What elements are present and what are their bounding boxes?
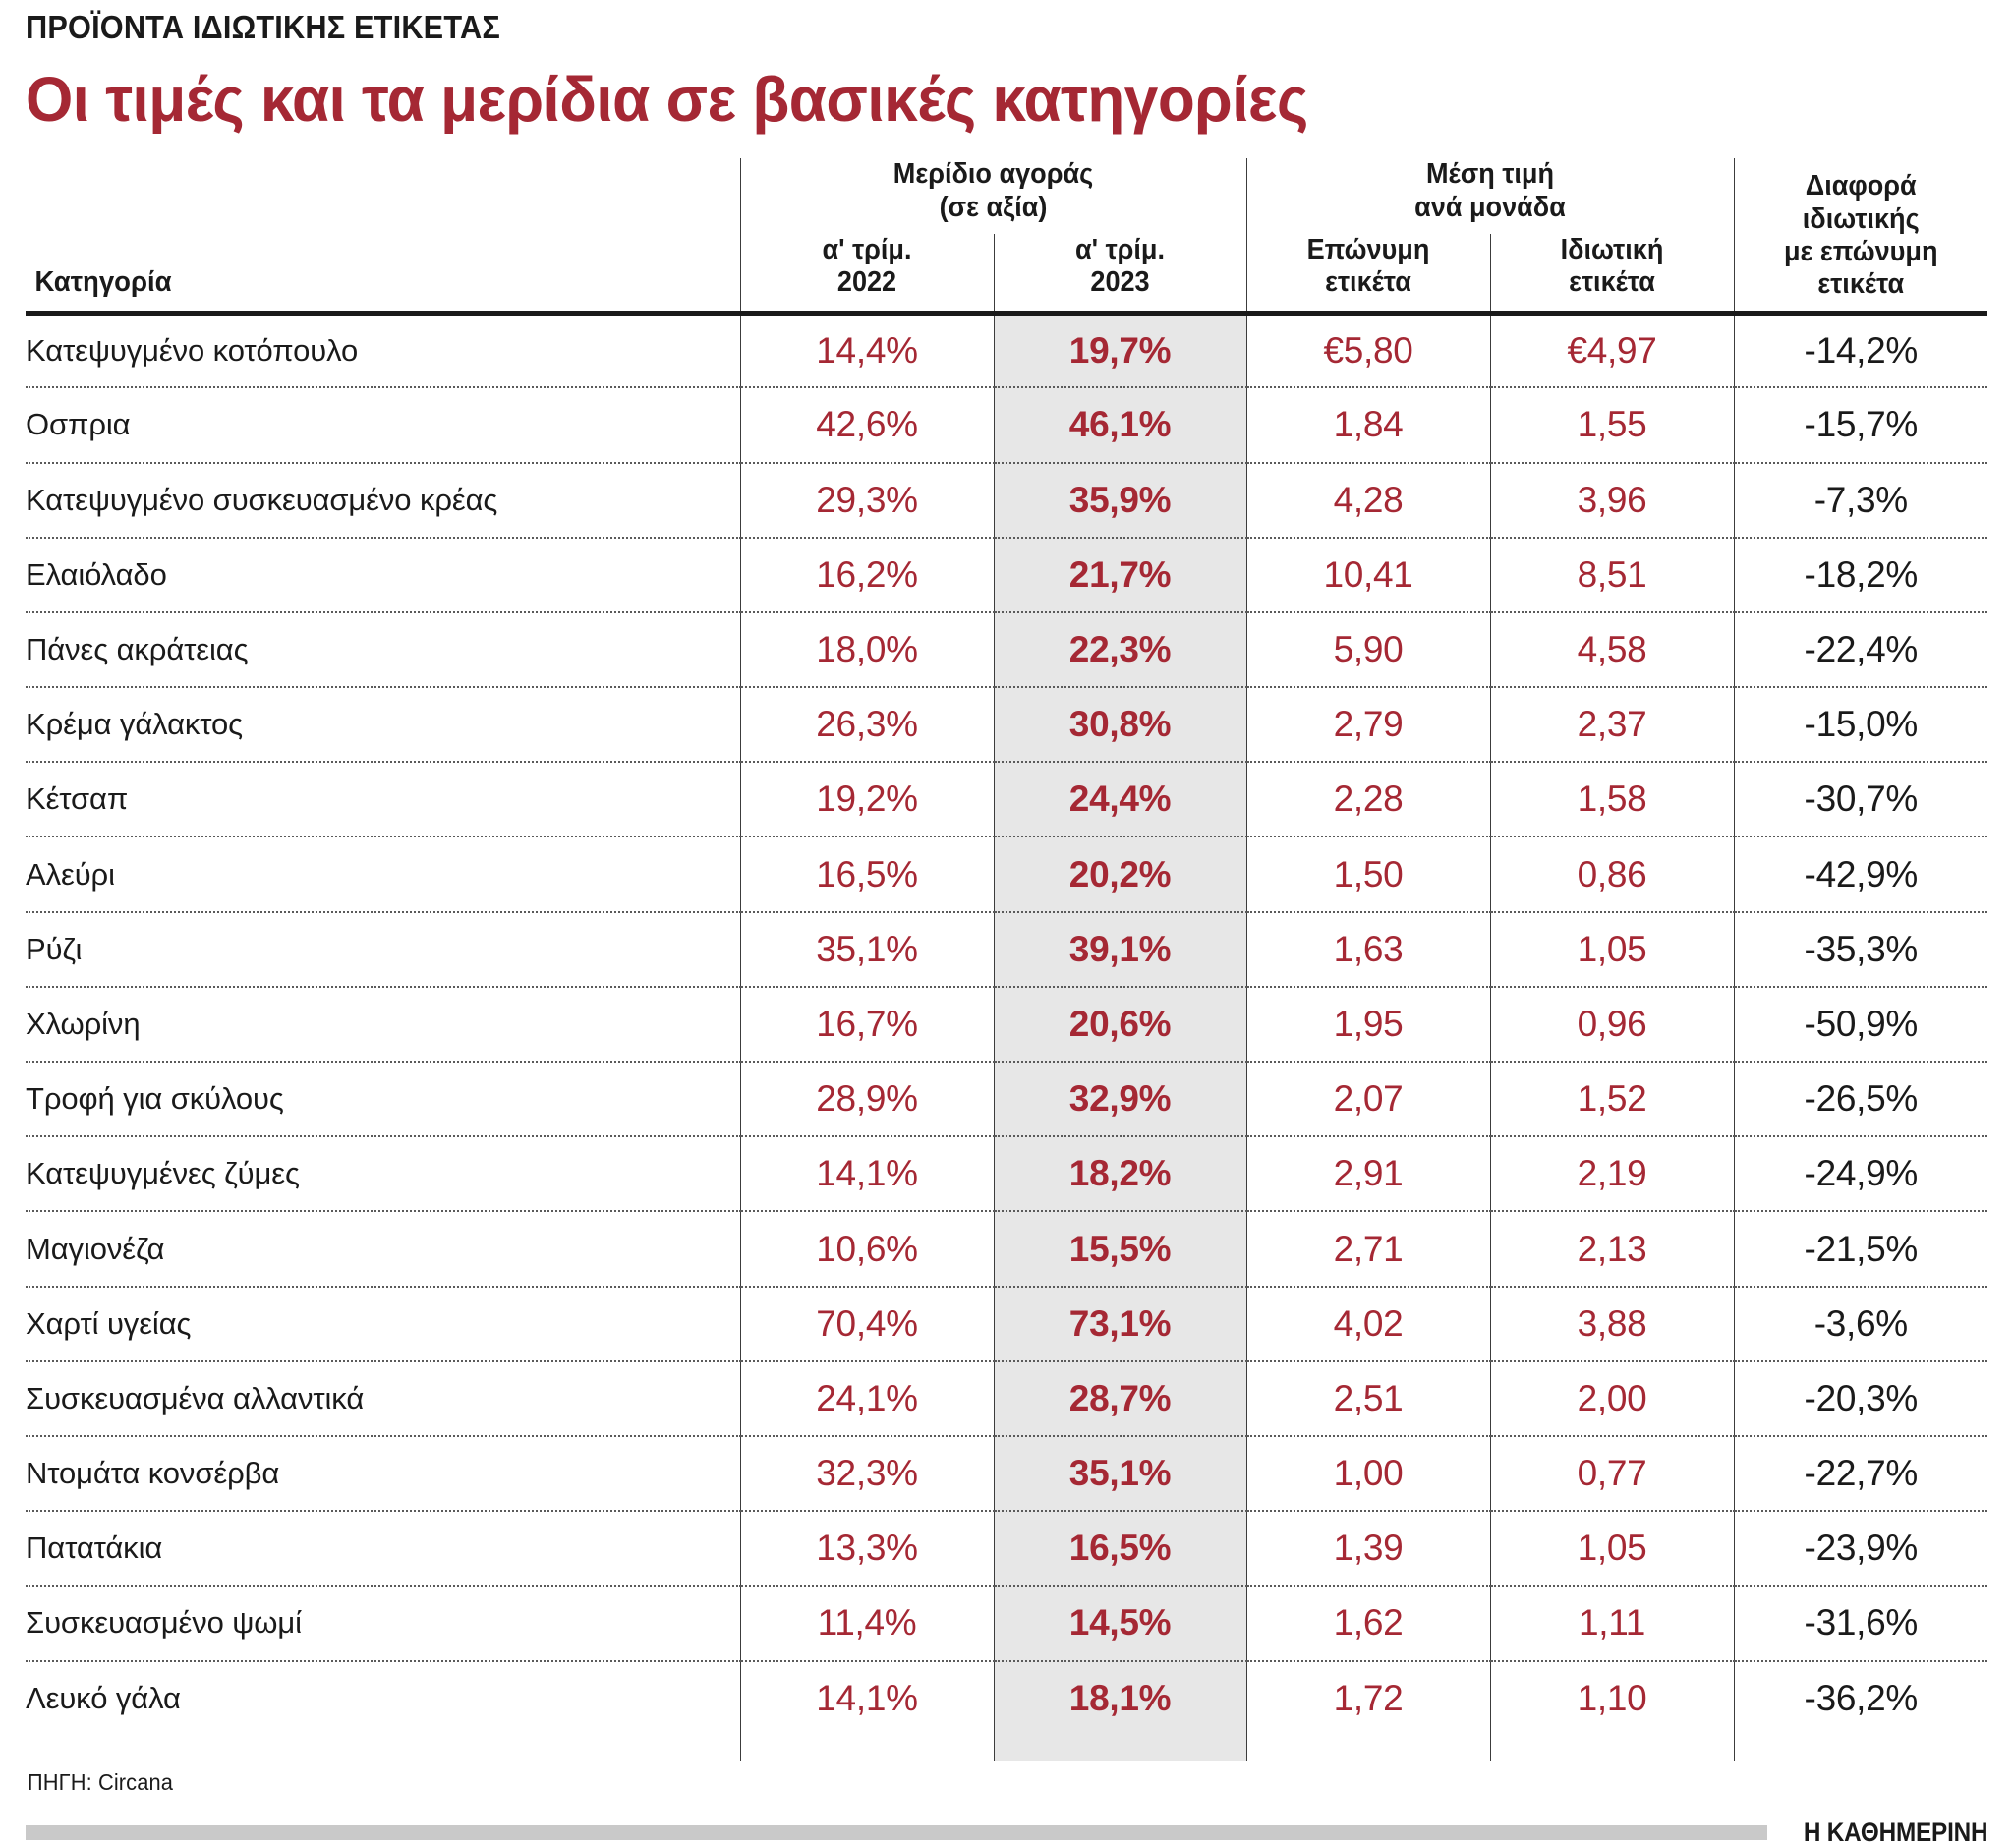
cell-difference: -50,9% — [1734, 987, 1987, 1062]
footer-bar — [26, 1818, 1987, 1848]
cell-brand-price: 1,72 — [1246, 1661, 1490, 1736]
cell-brand-price: 1,39 — [1246, 1511, 1490, 1586]
table-foot — [26, 1736, 1987, 1761]
cell-category: Κατεψυγμένο κοτόπουλο — [26, 313, 740, 387]
cell-share-2023: 30,8% — [994, 687, 1246, 762]
difference-line1: Διαφορά — [1805, 170, 1917, 202]
cell-private-price: 2,37 — [1490, 687, 1734, 762]
page-title: Οι τιμές και τα μερίδια σε βασικές κατηγορίες — [26, 64, 1308, 136]
cell-brand-price: 1,63 — [1246, 912, 1490, 987]
cell-private-price: 3,88 — [1490, 1287, 1734, 1361]
cell-category: Πατατάκια — [26, 1511, 740, 1586]
cell-difference: -35,3% — [1734, 912, 1987, 987]
cell-difference: -15,0% — [1734, 687, 1987, 762]
cell-share-2022: 26,3% — [740, 687, 994, 762]
cell-private-price: 2,00 — [1490, 1361, 1734, 1436]
cell-category: Οσπρια — [26, 387, 740, 462]
cell-share-2023: 73,1% — [994, 1287, 1246, 1361]
table-row — [26, 1287, 1987, 1361]
cell-share-2022: 14,4% — [740, 313, 994, 387]
cell-category: Κατεψυγμένες ζύμες — [26, 1136, 740, 1211]
cell-share-2023: 35,9% — [994, 463, 1246, 538]
difference-line4: ετικέτα — [1817, 267, 1905, 300]
cell-brand-price: 1,95 — [1246, 987, 1490, 1062]
cell-category: Ντομάτα κονσέρβα — [26, 1436, 740, 1511]
cell-brand-price: 5,90 — [1246, 612, 1490, 687]
cell-difference: -7,3% — [1734, 463, 1987, 538]
cell-private-price: €4,97 — [1490, 313, 1734, 387]
cell-difference: -30,7% — [1734, 762, 1987, 837]
cell-private-price: 2,13 — [1490, 1211, 1734, 1286]
table-row — [26, 762, 1987, 837]
table-row — [26, 912, 1987, 987]
cell-share-2022: 19,2% — [740, 762, 994, 837]
table-row — [26, 387, 1987, 462]
cell-difference: -20,3% — [1734, 1361, 1987, 1436]
cell-brand-price: 1,62 — [1246, 1586, 1490, 1660]
q2022-line1: α' τρίμ. — [822, 233, 912, 265]
column-header-category: Κατηγορία — [34, 265, 172, 298]
table-row — [26, 1361, 1987, 1436]
cell-share-2022: 32,3% — [740, 1436, 994, 1511]
table-row — [26, 1436, 1987, 1511]
cell-share-2023: 19,7% — [994, 313, 1246, 387]
cell-brand-price: €5,80 — [1246, 313, 1490, 387]
cell-difference: -36,2% — [1734, 1661, 1987, 1736]
table-row — [26, 837, 1987, 911]
cell-category: Ρύζι — [26, 912, 740, 987]
cell-share-2023: 28,7% — [994, 1361, 1246, 1436]
cell-share-2023: 18,2% — [994, 1136, 1246, 1211]
cell-difference: -15,7% — [1734, 387, 1987, 462]
cell-brand-price: 10,41 — [1246, 538, 1490, 612]
cell-private-price: 0,86 — [1490, 837, 1734, 911]
market-share-line1: Μερίδιο αγοράς — [892, 158, 1094, 191]
table-body — [26, 313, 1987, 1736]
cell-difference: -22,7% — [1734, 1436, 1987, 1511]
cell-private-price: 4,58 — [1490, 612, 1734, 687]
cell-brand-price: 2,71 — [1246, 1211, 1490, 1286]
cell-category: Συσκευασμένο ψωμί — [26, 1586, 740, 1660]
cell-difference: -31,6% — [1734, 1586, 1987, 1660]
table-row — [26, 1661, 1987, 1736]
cell-share-2022: 10,6% — [740, 1211, 994, 1286]
cell-share-2023: 15,5% — [994, 1211, 1246, 1286]
cell-brand-price: 1,84 — [1246, 387, 1490, 462]
cell-share-2022: 13,3% — [740, 1511, 994, 1586]
cell-share-2022: 16,2% — [740, 538, 994, 612]
cell-difference: -26,5% — [1734, 1062, 1987, 1136]
cell-share-2023: 20,6% — [994, 987, 1246, 1062]
table-row — [26, 538, 1987, 612]
kicker-label: ΠΡΟΪΟΝΤΑ ΙΔΙΩΤΙΚΗΣ ΕΤΙΚΕΤΑΣ — [26, 9, 500, 45]
market-share-line2: (σε αξία) — [939, 191, 1048, 223]
cell-category: Κατεψυγμένο συσκευασμένο κρέας — [26, 463, 740, 538]
table-row — [26, 1586, 1987, 1660]
cell-category: Συσκευασμένα αλλαντικά — [26, 1361, 740, 1436]
cell-brand-price: 4,28 — [1246, 463, 1490, 538]
cell-share-2022: 18,0% — [740, 612, 994, 687]
private-line2: ετικέτα — [1569, 265, 1655, 298]
cell-category: Λευκό γάλα — [26, 1681, 181, 1716]
table-row — [26, 1211, 1987, 1286]
cell-share-2022: 24,1% — [740, 1361, 994, 1436]
table-row — [26, 612, 1987, 687]
cell-private-price: 1,58 — [1490, 762, 1734, 837]
cell-share-2023: 18,1% — [994, 1661, 1246, 1736]
column-header-difference — [1740, 158, 1981, 310]
cell-private-price: 1,52 — [1490, 1062, 1734, 1136]
brand-line1: Επώνυμη — [1306, 233, 1430, 265]
cell-share-2023: 39,1% — [994, 912, 1246, 987]
cell-share-2023: 32,9% — [994, 1062, 1246, 1136]
cell-private-price: 1,05 — [1490, 912, 1734, 987]
avg-price-line2: ανά μονάδα — [1414, 191, 1566, 223]
column-header-private-label — [1496, 234, 1728, 311]
source-note: ΠΗΓΗ: Circana — [27, 1768, 173, 1795]
cell-brand-price: 2,07 — [1246, 1062, 1490, 1136]
cell-category: Πάνες ακράτειας — [26, 612, 740, 687]
cell-share-2023: 35,1% — [994, 1436, 1246, 1511]
cell-brand-price: 1,50 — [1246, 837, 1490, 911]
cell-brand-price: 1,00 — [1246, 1436, 1490, 1511]
cell-difference: -21,5% — [1734, 1211, 1987, 1286]
cell-share-2023: 21,7% — [994, 538, 1246, 612]
cell-share-2022: 28,9% — [740, 1062, 994, 1136]
column-header-q1-2022 — [746, 234, 987, 311]
cell-share-2022: 35,1% — [740, 912, 994, 987]
cell-category: Τροφή για σκύλους — [26, 1062, 740, 1136]
q2023-line1: α' τρίμ. — [1074, 233, 1166, 265]
cell-share-2022: 70,4% — [740, 1287, 994, 1361]
avg-price-line1: Μέση τιμή — [1425, 158, 1555, 191]
cell-share-2023: 20,2% — [994, 837, 1246, 911]
cell-private-price: 1,10 — [1490, 1661, 1734, 1736]
cell-category: Κέτσαπ — [26, 762, 740, 837]
q2023-line2: 2023 — [1090, 265, 1150, 298]
cell-difference: -18,2% — [1734, 538, 1987, 612]
cell-brand-price: 2,91 — [1246, 1136, 1490, 1211]
private-label-table — [26, 158, 1987, 1761]
cell-brand-price: 2,28 — [1246, 762, 1490, 837]
cell-category: Μαγιονέζα — [26, 1211, 740, 1286]
cell-private-price: 1,05 — [1490, 1511, 1734, 1586]
cell-difference: -23,9% — [1734, 1511, 1987, 1586]
cell-share-2022: 14,1% — [740, 1661, 994, 1736]
cell-share-2023: 22,3% — [994, 612, 1246, 687]
cell-brand-price: 2,79 — [1246, 687, 1490, 762]
cell-brand-price: 2,51 — [1246, 1361, 1490, 1436]
cell-share-2022: 14,1% — [740, 1136, 994, 1211]
difference-line3: με επώνυμη — [1783, 235, 1938, 267]
cell-private-price: 1,55 — [1490, 387, 1734, 462]
cell-difference: -42,9% — [1734, 837, 1987, 911]
table-row — [26, 463, 1987, 538]
cell-category: Αλεύρι — [26, 837, 740, 911]
table-row — [26, 687, 1987, 762]
brand-line2: ετικέτα — [1325, 265, 1411, 298]
cell-category: Κρέμα γάλακτος — [26, 687, 740, 762]
cell-private-price: 2,19 — [1490, 1136, 1734, 1211]
table-row — [26, 1062, 1987, 1136]
cell-difference: -22,4% — [1734, 612, 1987, 687]
group-header-row — [26, 158, 1987, 233]
publisher-logo: Η ΚΑΘΗΜΕΡΙΝΗ — [1803, 1817, 1987, 1847]
table-container — [26, 158, 1987, 1761]
cell-share-2023: 46,1% — [994, 387, 1246, 462]
cell-share-2022: 42,6% — [740, 387, 994, 462]
table-row — [26, 1136, 1987, 1211]
column-group-market-share — [753, 158, 1234, 233]
cell-share-2022: 29,3% — [740, 463, 994, 538]
cell-share-2023: 24,4% — [994, 762, 1246, 837]
cell-difference: -24,9% — [1734, 1136, 1987, 1211]
q2022-line2: 2022 — [836, 265, 897, 298]
cell-private-price: 8,51 — [1490, 538, 1734, 612]
cell-share-2022: 11,4% — [740, 1586, 994, 1660]
table-row — [26, 313, 1987, 387]
difference-line2: ιδιωτικής — [1802, 202, 1920, 235]
private-line1: Ιδιωτική — [1560, 233, 1664, 265]
cell-share-2022: 16,5% — [740, 837, 994, 911]
cell-private-price: 0,77 — [1490, 1436, 1734, 1511]
cell-difference: -14,2% — [1734, 313, 1987, 387]
column-group-average-price — [1258, 158, 1721, 233]
cell-difference: -3,6% — [1734, 1287, 1987, 1361]
column-header-q1-2023 — [1000, 234, 1239, 311]
column-header-brand-label — [1252, 234, 1484, 311]
cell-share-2023: 14,5% — [994, 1586, 1246, 1660]
cell-category: Ελαιόλαδο — [26, 538, 740, 612]
table-head — [26, 158, 1987, 313]
table-row — [26, 987, 1987, 1062]
cell-private-price: 3,96 — [1490, 463, 1734, 538]
table-tail-rule — [26, 1736, 1987, 1761]
cell-share-2023: 16,5% — [994, 1511, 1246, 1586]
cell-category: Χλωρίνη — [26, 987, 740, 1062]
cell-category: Χαρτί υγείας — [26, 1287, 740, 1361]
cell-brand-price: 4,02 — [1246, 1287, 1490, 1361]
footer-divider — [26, 1825, 1767, 1840]
cell-share-2022: 16,7% — [740, 987, 994, 1062]
cell-private-price: 1,11 — [1490, 1586, 1734, 1660]
table-row — [26, 1511, 1987, 1586]
cell-private-price: 0,96 — [1490, 987, 1734, 1062]
